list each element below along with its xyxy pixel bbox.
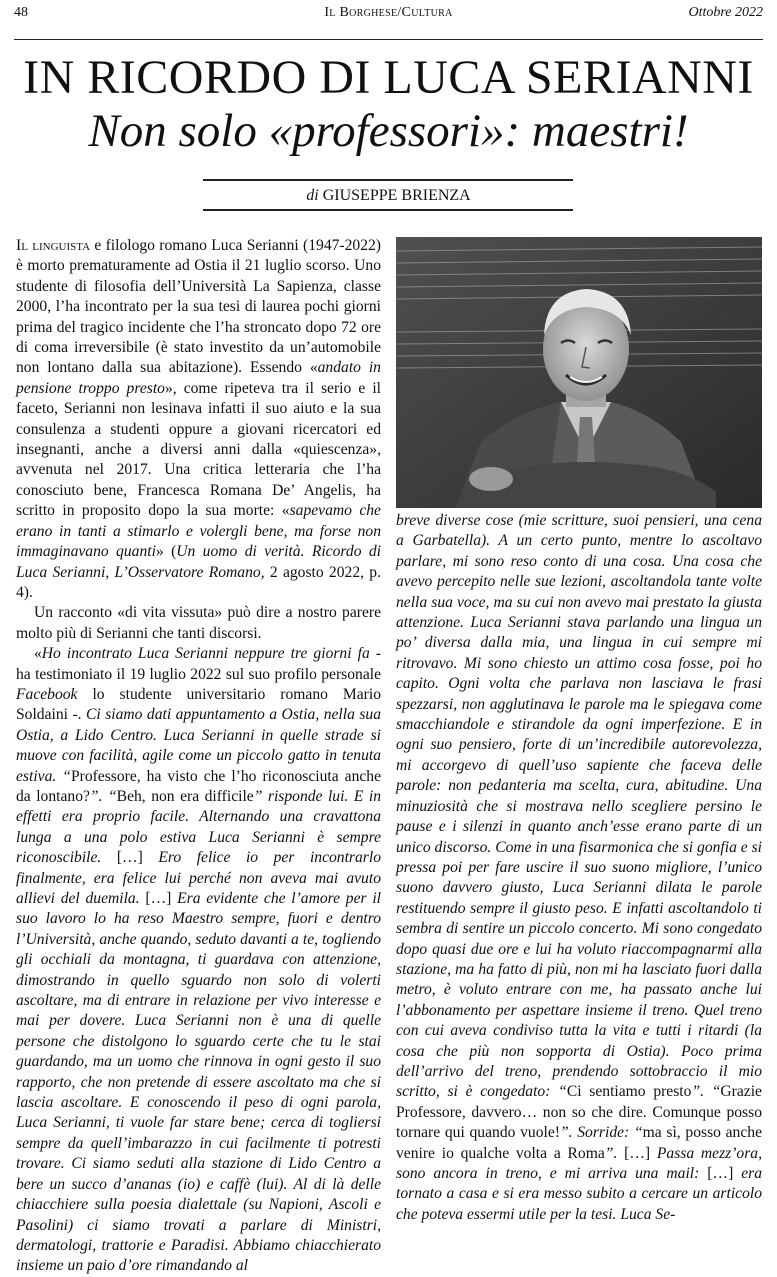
article-title: IN RICORDO DI LUCA SERIANNI [23, 51, 754, 104]
ellipsis: […] [116, 849, 143, 867]
header-rule [14, 39, 763, 40]
lead-in: Il linguista [16, 237, 91, 254]
text-run: « [34, 645, 42, 663]
paragraph-continued [396, 511, 762, 1225]
text-run-italic: Ero felice io per incontrarlo finalmente, era felice lui perché non aveva mai avuto allievi del duemila. [16, 849, 381, 907]
text-run-italic: era tornato a casa e si era messo subito a cercare un articolo che poteva essermi utile per la tesi. Luca Se- [396, 1165, 762, 1223]
publication-name: Il Borghese/Cultura [324, 5, 453, 20]
citation-title: Un uomo di verità. Ricordo di Luca Serianni [16, 543, 381, 581]
byline-rule-top [203, 179, 573, 181]
page-header [14, 5, 763, 27]
text-run-italic: Ci siamo dati appuntamento a Ostia, nella sua Ostia, a Lido Centro. Luca Serianni in quelle strade si muove con facilità, agile come un piccolo gatto in tenuta estiva. “ [16, 706, 382, 785]
left-column [16, 236, 381, 1277]
text-run: Grazie Professore, davvero… non so che dire. Comunque posso tornare qui quando vuole! [396, 1083, 762, 1142]
citation-source: L’Osservatore Romano [114, 563, 261, 581]
byline-prefix: di [306, 187, 319, 204]
text-run-italic: Ho incontrato Luca Serianni neppure tre giorni fa [41, 645, 370, 663]
article-subtitle: Non solo «professori»: maestri! [88, 105, 689, 157]
text-run: e filologo romano Luca Serianni (1947-2022) è morto prematuramente ad Ostia il 21 luglio scorso. Uno studente di filosofia dell’Università La Sapienza, classe 2000, l’ha incontrato per la sua tesi di laurea pochi giorni prima del tragico incidente che l’ha stroncato dopo 72 ore di coma irreversibile (è stato investito da un’automobile non lontano dalla sua abitazione). Essendo « [16, 237, 381, 377]
text-run: - ha testimoniato il 19 luglio 2022 sul suo profilo personale [16, 645, 381, 683]
text-run-italic: ”. Sorride: “ [559, 1124, 643, 1142]
portrait-illustration [396, 237, 762, 508]
byline-rule-bottom [203, 209, 573, 211]
paragraph-3 [16, 644, 381, 1277]
text-run: , 2 agosto 2022, p. 4). [16, 563, 381, 601]
text-run-italic: Era evidente che l’amore per il suo lavoro lo ha reso Maestro sempre, fuori e dentro l’Università, anche quando, seduto davanti a te, togliendo gli occhiali da montagna, ti guardava con attenzione, dimostrando in quello sguardo non solo di volerti ascoltare, ma di entrare in relazione per vivo interesse e mai per dovere. Luca Serianni non è una di quelle persone che distolgono lo sguardo certe che tu le stai guardando, ma un uomo che rinnova in ogni gesto il suo rapporto, che non pretende di essere ascoltato ma che si lascia ascoltare. E conoscendo il peso di ogni parola, Luca Serianni, ti vuole far stare bene; cerca di togliersi sempre da quell’imbarazzo in cui facilmente ti potresti trovare. Ci siamo seduti alla stazione di Lido Centro a bere un succo d’ananas (io) e caffè (lui). Al di là delle chiacchiere sulla poesia dialettale (su Napioni, Ascoli e Pasolini) ci siamo trovati a parlare di Ministri, dermatologi, trattorie e Paradisi. Abbiamo chiacchierato insieme un paio d’ore rimandando al [16, 890, 381, 1275]
text-run-italic: Facebook [16, 685, 78, 703]
portrait-photo [396, 237, 762, 508]
text-run-italic: ”. “ [89, 787, 117, 805]
text-run: Beh, non era difficile [116, 787, 254, 805]
text-run-italic: ”. “ [691, 1083, 721, 1101]
text-run-italic: Passa mezz’ora, sono ancora in treno, e mi arriva una mail: [396, 1144, 762, 1182]
byline [0, 186, 777, 206]
paragraph-2: Un racconto «di vita vissuta» può dire a nostro parere molto più di Serianni che tanti discorsi. [16, 604, 381, 642]
text-run: Ci sentiamo presto [566, 1083, 692, 1101]
page-number: 48 [14, 5, 28, 20]
ellipsis: […] [624, 1144, 651, 1162]
text-run-italic: ”. [604, 1144, 625, 1162]
text-run: Professore, ha visto che l’ho riconosciuta anche da lontano? [16, 767, 382, 805]
paragraph-1 [16, 236, 381, 603]
issue-date: Ottobre 2022 [688, 5, 763, 20]
right-column [396, 511, 762, 1225]
text-run: » ( [155, 543, 177, 561]
quote-italic: sapevamo che erano in tanti a stimarlo e volergli bene, ma forse non immaginavano quanti [16, 502, 381, 561]
text-run: lo studente universitario romano Mario Soldaini -. [16, 685, 381, 724]
text-run: , [105, 563, 115, 581]
ellipsis: […] [145, 890, 172, 907]
text-run: ma sì, posso anche venire io qualche volta a Roma [396, 1124, 762, 1162]
text-run-italic: ” risponde lui. E in effetti era proprio facile. Alternando una cravattona lunga a una polo estiva Luca Serianni è sempre riconoscibile. [16, 787, 381, 867]
text-run-italic: breve diverse cose (mie scritture, suoi pensieri, una cena a Garbatella). A un certo punto, mentre lo ascoltavo parlare, mi sono reso conto di una cosa. Una cosa che avevo percepito nelle sue lezioni, ascoltandola tante volte nella sua voce, ma su cui non avevo mai prestato la giusta attenzione. Luca Serianni stava parlando una lingua un po’ diversa dalla mia, una lingua in cui sempre mi ritrovavo. Mi sono chiesto un attimo cosa fosse, poi ho capito. Ogni volta che parlava non lasciava le frasi spezzarsi, non agglutinava le parole ma le spiegava come smacchiandole e stirandole da ogni imperfezione. E in ogni suo pensiero, forte di un’incredibile autorevolezza, mi accorgevo di quell’uso sapiente che faceva delle parole: non pedanteria ma scelta, cura, abitudine. Una minuziosità che si mostrava nello scegliere persino le pause e i silenzi in quanto anch’esse erano parte di un unico discorso. Come in una fisarmonica che si gonfia e si pressa poi per fare uscire il suo suono migliore, l’unico suono davvero giusto, Luca Serianni dilata le parole restituendo sempre il giusto peso. E infatti ascoltandolo ti sembra di sentire un piccolo concerto. Mi sono congedato dopo quasi due ore e lui ha voluto riaccompagnarmi alla stazione, ma ha fatto di più, non mi ha lasciato fuori dalla metro, è voluto entrare con me, ha passato anche lui l’abbonamento per aspettare insieme il treno. Quel treno con cui aveva condiviso tutta la vita e tutti i ritardi (la cosa che più non sopporta di Ostia). Poco prima dell’arrivo del treno, prendendo sottobraccio il mio scritto, si è congedato: “ [396, 512, 762, 1101]
author-name: GIUSEPPE BRIENZA [322, 187, 471, 204]
text-run: », come ripeteva tra il serio e il faceto, Serianni non lesinava infatti il suo aiuto e la sua consulenza a studenti oppure a giovani ricercatori ed insegnanti, anche a diversi anni dalla «quiescenza», avvenuta nel 2017. Una critica letteraria che l’ha conosciuto bene, Francesca Romana De’ Angelis, ha scritto in proposito dopo la sua morte: « [16, 379, 381, 520]
ellipsis: […] [707, 1165, 734, 1182]
text-run-italic: andato in pensione troppo presto [16, 359, 381, 397]
